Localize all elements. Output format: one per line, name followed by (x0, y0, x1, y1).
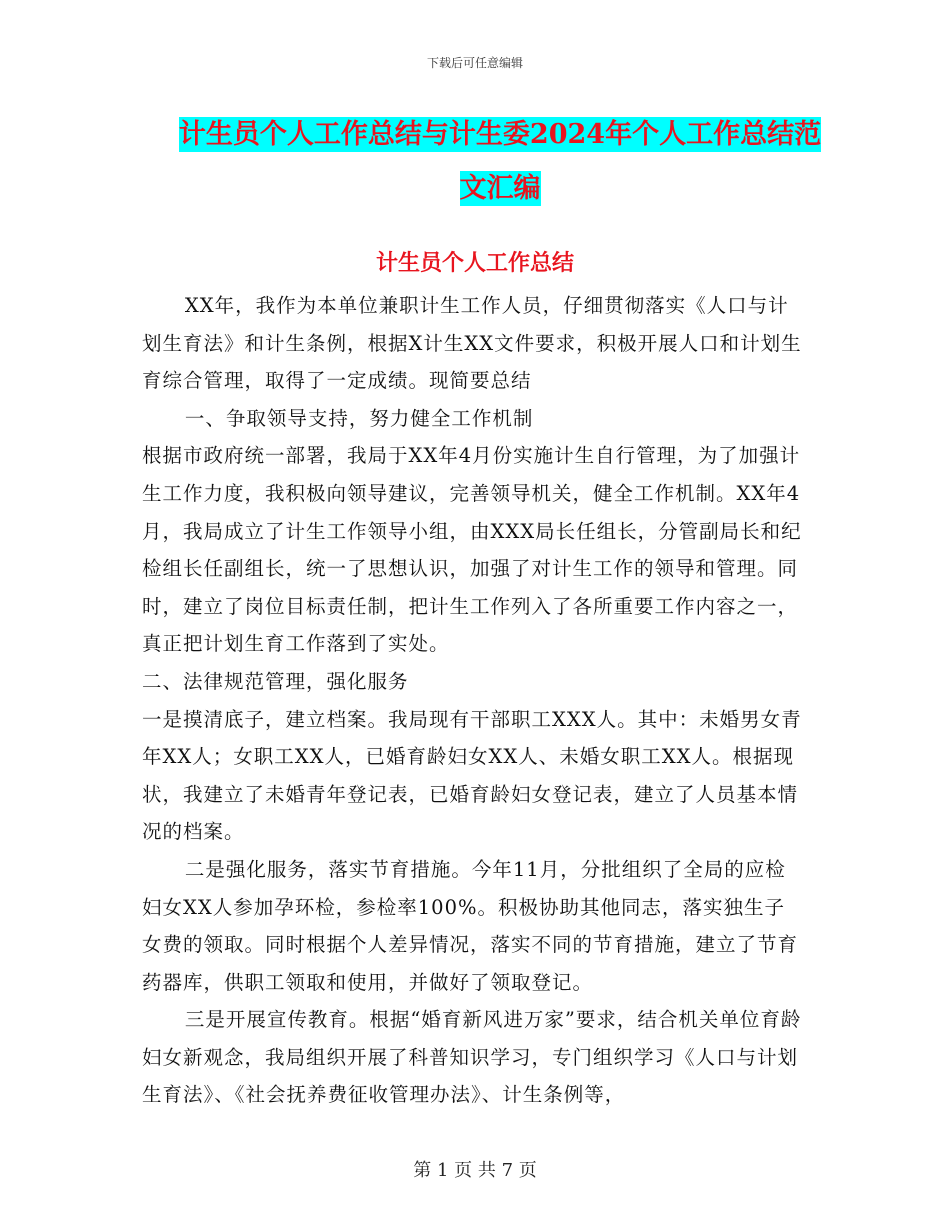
paragraph: 三是开展宣传教育。根据“婚育新风进万家”要求，结合机关单位育龄妇女新观念，我局组织开展了科普知识学习，专门组织学习《人口与计划生育法》、《社会抚养费征收管理办法》、计生条例等， (142, 1008, 802, 1107)
paragraph: XX年，我作为本单位兼职计生工作人员，仔细贯彻落实《人口与计划生育法》和计生条例，根据X计生XX文件要求，积极开展人口和计划生育综合管理，取得了一定成绩。现简要总结 (142, 294, 802, 393)
page-footer: 第 1 页 共 7 页 (413, 1160, 537, 1181)
document-title (140, 108, 860, 216)
heading-1: 一、争取领导支持，努力健全工作机制 (184, 406, 534, 430)
section-title: 计生员个人工作总结 (375, 250, 574, 276)
header-note: 下载后可任意编辑 (426, 56, 523, 70)
paragraph: 二是强化服务，落实节育措施。今年11月，分批组织了全局的应检妇女XX人参加孕环检，参检率100%。积极协助其他同志，落实独生子女费的领取。同时根据个人差异情况，落实不同的节育措施，建立了节育药器库，供职工领取和使用，并做好了领取登记。 (142, 857, 799, 994)
heading-2: 二、法律规范管理，强化服务 (142, 669, 409, 693)
document-body (142, 287, 802, 1114)
paragraph: 根据市政府统一部署，我局于XX年4月份实施计生自行管理，为了加强计生工作力度，我积极向领导建议，完善领导机关，健全工作机制。XX年4月，我局成立了计生工作领导小组，由XXX局长任组长，分管副局长和纪检组长任副组长，统一了思想认识，加强了对计生工作的领导和管理。同时，建立了岗位目标责任制，把计生工作列入了各所重要工作内容之一，真正把计划生育工作落到了实处。 (142, 444, 802, 656)
paragraph: 一是摸清底子，建立档案。我局现有干部职工XXX人。其中：未婚男女青年XX人；女职工XX人，已婚育龄妇女XX人、未婚女职工XX人。根据现状，我建立了未婚青年登记表，已婚育龄妇女登记表，建立了人员基本情况的档案。 (142, 707, 802, 844)
document-title-line2: 文汇编 (459, 173, 541, 204)
document-title-line1: 计生员个人工作总结与计生委2024年个人工作总结范 (178, 119, 822, 150)
